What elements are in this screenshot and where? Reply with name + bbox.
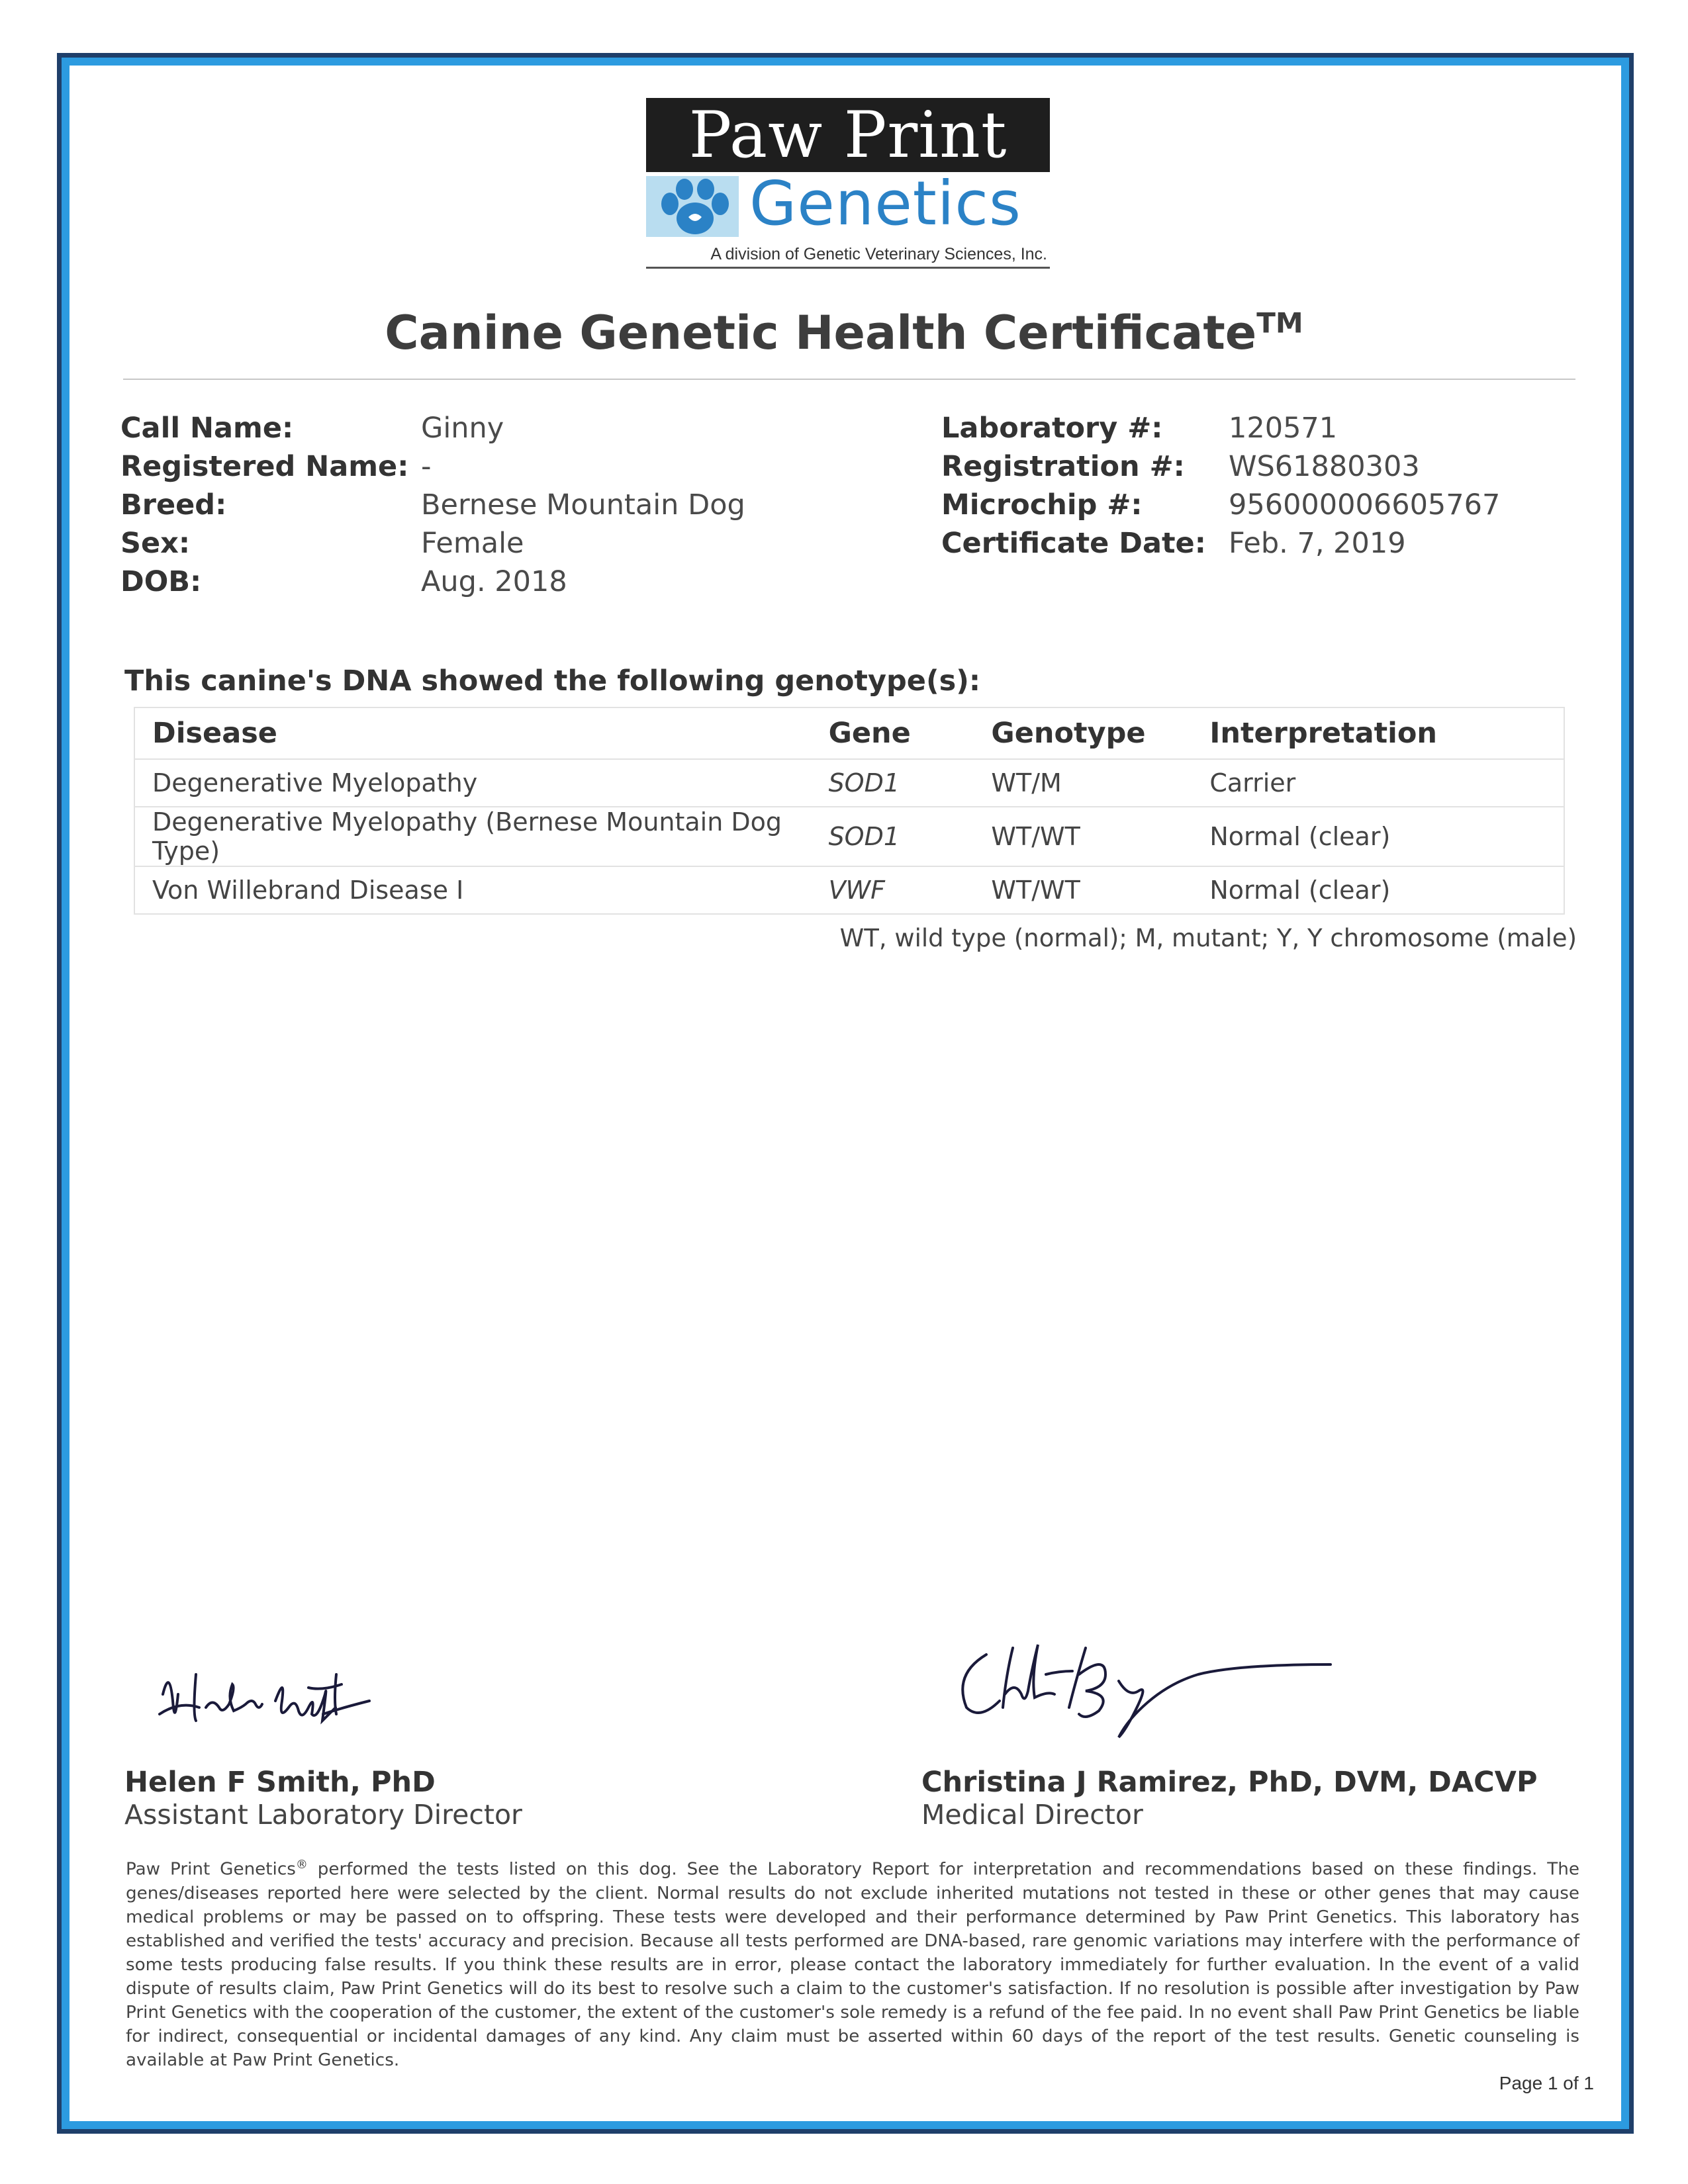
table-row [134,759,1564,807]
logo-wordmark-top: Paw Print [646,98,1050,172]
column-header-disease: Disease [134,707,812,759]
gene-cell: VWF [812,866,974,914]
registered-name-label: Registered Name: [120,450,409,483]
gene-cell: SOD1 [812,759,974,807]
interpretation-cell: Normal (clear) [1192,866,1564,914]
gene-cell: SOD1 [812,807,974,866]
table-row [134,866,1564,914]
logo-tagline: A division of Genetic Veterinary Sciences, Inc. [710,245,1047,263]
certificate-date-value: Feb. 7, 2019 [1229,527,1406,560]
disease-cell: Von Willebrand Disease I [134,866,812,914]
title-divider [123,379,1575,380]
table-row [134,807,1564,866]
helen-smith-signature [150,1648,388,1747]
disclaimer-body: performed the tests listed on this dog. See the Laboratory Report for interpretation and recommendations based on these findings. The genes/diseases reported here were selected by the client. Normal results do not exclude inherited mutations not tested in these or other genes that may cause medical problems or may be passed on to offspring. These tests were developed and their performance determined by Paw Print Genetics. This laboratory has established and verified the tests' accuracy and precision. Because all tests performed are DNA-based, rare genomic variations may interfere with the performance of some tests producing false results. If you think these results are in error, please contact the laboratory immediately for further evaluation. In the event of a valid dispute of results claim, Paw Print Genetics will do its best to resolve such a claim to the customer's satisfaction. If no resolution is possible after investigation by Paw Print Genetics with the cooperation of the customer, the extent of the customer's sole remedy is a refund of the fee paid. In no event shall Paw Print Genetics be liable for indirect, consequential or incidental damages of any kind. Any claim must be asserted within 60 days of the report of the test results. Genetic counseling is available at Paw Print Genetics. [126,1859,1579,2070]
column-header-interpretation: Interpretation [1192,707,1564,759]
signer-2-title: Medical Director [921,1799,1143,1831]
call-name-label: Call Name: [120,412,294,445]
trademark-mark: TM [1256,306,1303,340]
signer-1-name: Helen F Smith, PhD [124,1766,436,1799]
paw-icon [655,177,733,240]
registered-name-value: - [421,450,432,483]
table-header-row [134,707,1564,759]
legal-disclaimer [126,1853,1579,2072]
certificate-title-text: Canine Genetic Health Certificate [385,306,1257,360]
laboratory-number-value: 120571 [1229,412,1338,445]
interpretation-cell: Carrier [1192,759,1564,807]
signer-1-title: Assistant Laboratory Director [124,1799,522,1831]
paw-print-genetics-logo [646,98,1050,269]
certificate-title [0,306,1688,360]
genotype-cell: WT/M [974,759,1192,807]
call-name-value: Ginny [421,412,504,445]
dob-value: Aug. 2018 [421,565,567,598]
signer-2-name: Christina J Ramirez, PhD, DVM, DACVP [921,1766,1538,1799]
dob-label: DOB: [120,565,202,598]
sex-label: Sex: [120,527,191,560]
registration-number-label: Registration #: [941,450,1185,483]
genotype-legend: WT, wild type (normal); M, mutant; Y, Y chromosome (male) [839,924,1577,952]
genotype-table [134,707,1565,915]
certificate-date-label: Certificate Date: [941,527,1206,560]
registration-number-value: WS61880303 [1229,450,1420,483]
sex-value: Female [421,527,524,560]
results-heading: This canine's DNA showed the following genotype(s): [124,664,981,698]
interpretation-cell: Normal (clear) [1192,807,1564,866]
breed-label: Breed: [120,488,227,522]
genotype-cell: WT/WT [974,866,1192,914]
disclaimer-brand: Paw Print Genetics [126,1859,296,1880]
genotype-cell: WT/WT [974,807,1192,866]
column-header-genotype: Genotype [974,707,1192,759]
disease-cell: Degenerative Myelopathy [134,759,812,807]
page-number: Page 1 of 1 [1499,2073,1594,2093]
laboratory-number-label: Laboratory #: [941,412,1163,445]
breed-value: Bernese Mountain Dog [421,488,745,522]
microchip-number-value: 956000006605767 [1229,488,1501,522]
registered-mark: ® [295,1858,308,1872]
column-header-gene: Gene [812,707,974,759]
logo-underline [646,267,1050,269]
microchip-number-label: Microchip #: [941,488,1143,522]
christina-ramirez-signature [947,1635,1337,1754]
disease-cell: Degenerative Myelopathy (Bernese Mountain Dog Type) [134,807,812,866]
logo-wordmark-genetics: Genetics [749,168,1021,239]
